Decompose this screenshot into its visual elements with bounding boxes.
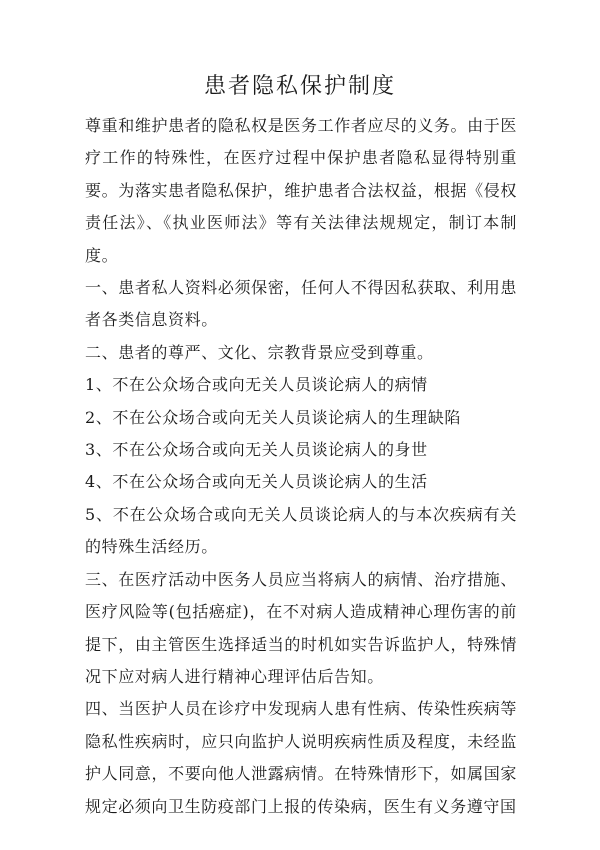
sub-item-3: 3、不在公众场合或向无关人员谈论病人的身世 [85, 440, 428, 460]
sub-item-5: 5、不在公众场合或向无关人员谈论病人的与本次疾病有关的特殊生活经历。 [85, 504, 517, 557]
document-title: 患者隐私保护制度 [203, 74, 396, 99]
sub-item-4: 4、不在公众场合或向无关人员谈论病人的生活 [85, 472, 428, 492]
sub-item-2: 2、不在公众场合或向无关人员谈论病人的生理缺陷 [85, 407, 461, 427]
clause-4-paragraph: 四、当医护人员在诊疗中发现病人患有性病、传染性疾病等隐私性疾病时，应只向监护人说明疾病性质及程度，未经监护人同意，不要向他人泄露病情。在特殊情形下，如属国家规定必须向卫生防疫部门上报的传染病，医生有义务遵守国 [85, 699, 517, 816]
clause-3-paragraph: 三、在医疗活动中医务人员应当将病人的病情、治疗措施、医疗风险等(包括癌症)，在不对病人造成精神心理伤害的前提下，由主管医生选择适当的时机如实告诉监护人，特殊情况下应对病人进行精神心理评估后告知。 [85, 569, 517, 686]
clause-1-paragraph: 一、患者私人资料必须保密，任何人不得因私获取、利用患者各类信息资料。 [85, 278, 517, 330]
clause-2-paragraph: 二、患者的尊严、文化、宗教背景应受到尊重。 [85, 342, 434, 362]
document-body [85, 110, 517, 823]
sub-item-1: 1、不在公众场合或向无关人员谈论病人的病情 [85, 375, 428, 395]
intro-paragraph: 尊重和维护患者的隐私权是医务工作者应尽的义务。由于医疗工作的特殊性，在医疗过程中保护患者隐私显得特别重要。为落实患者隐私保护，维护患者合法权益，根据《侵权责任法》、《执业医师法》等有关法律法规规定，制订本制度。 [85, 116, 517, 265]
